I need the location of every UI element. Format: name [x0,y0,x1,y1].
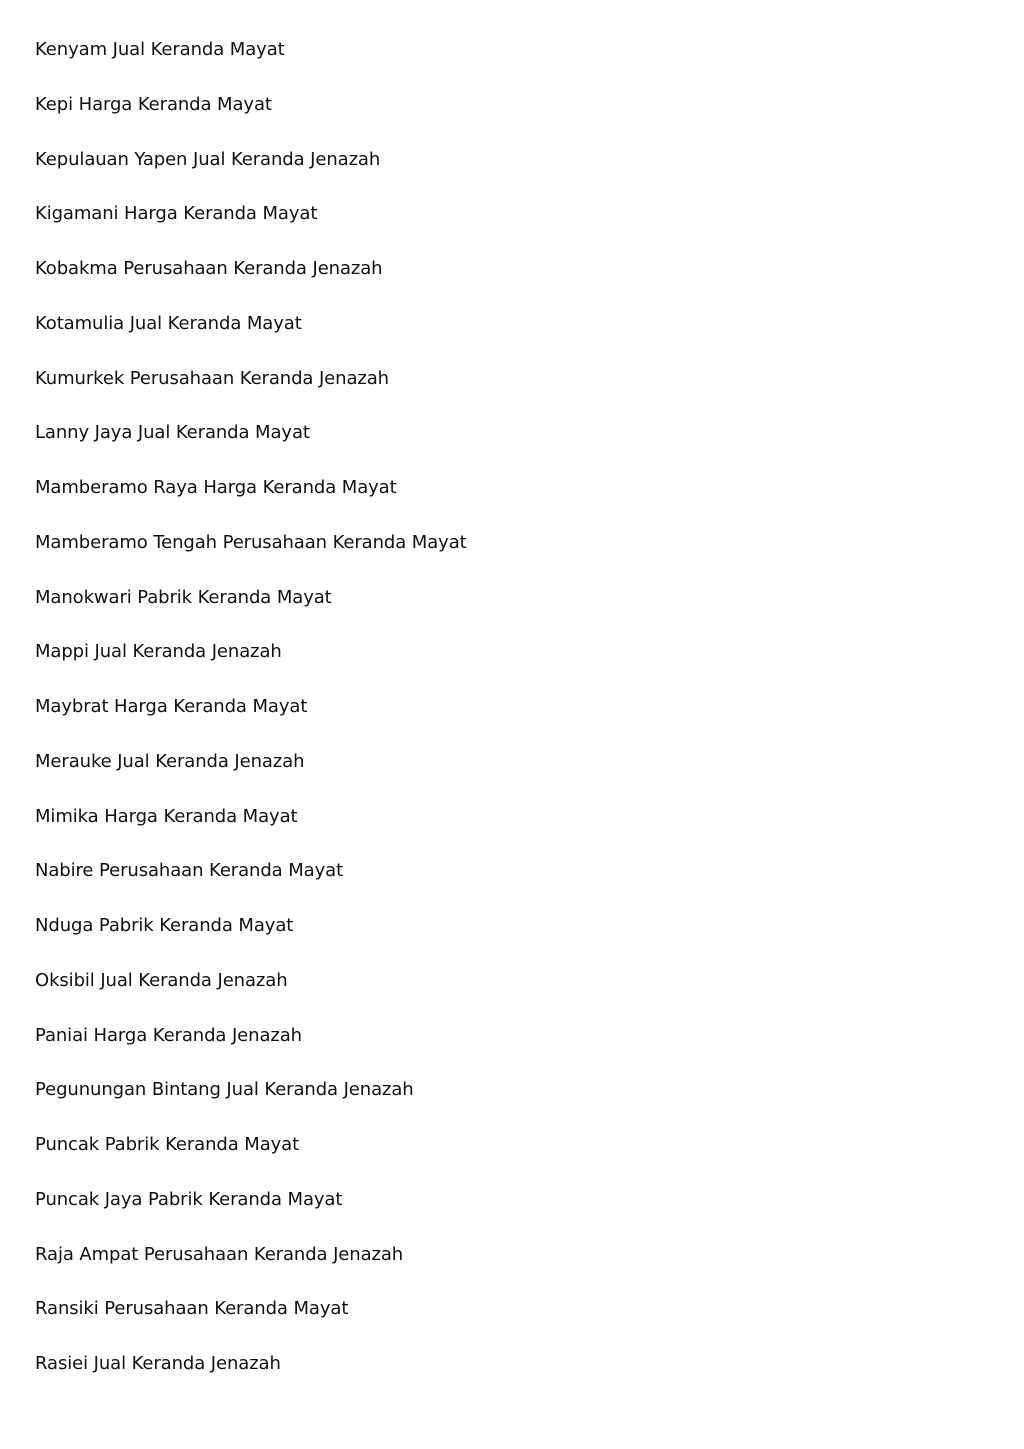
list-item: Lanny Jaya Jual Keranda Mayat [35,422,310,444]
list-item: Paniai Harga Keranda Jenazah [35,1024,302,1046]
list-item: Rasiei Jual Keranda Jenazah [35,1353,281,1374]
list-item: Raja Ampat Perusahaan Keranda Jenazah [35,1243,404,1265]
list-item: Puncak Jaya Pabrik Keranda Mayat [35,1188,343,1210]
list-item: Merauke Jual Keranda Jenazah [35,750,305,772]
list-item: Nduga Pabrik Keranda Mayat [35,915,294,936]
list-item: Kepi Harga Keranda Mayat [35,93,272,115]
list-item: Oksibil Jual Keranda Jenazah [35,969,288,991]
list-item: Kigamani Harga Keranda Mayat [35,203,318,225]
list-item: Kobakma Perusahaan Keranda Jenazah [35,258,383,279]
list-item: Mappi Jual Keranda Jenazah [35,641,282,663]
list-item: Kepulauan Yapen Jual Keranda Jenazah [35,148,381,170]
location-list [35,36,467,1405]
list-item: Maybrat Harga Keranda Mayat [35,696,308,717]
list-item: Kotamulia Jual Keranda Mayat [35,312,302,334]
list-item: Mamberamo Tengah Perusahaan Keranda Mayat [35,531,467,553]
list-item: Ransiki Perusahaan Keranda Mayat [35,1298,349,1320]
list-item: Manokwari Pabrik Keranda Mayat [35,586,332,608]
list-item: Puncak Pabrik Keranda Mayat [35,1134,300,1155]
list-item: Kumurkek Perusahaan Keranda Jenazah [35,367,389,389]
list-item: Mimika Harga Keranda Mayat [35,805,298,827]
list-item: Kenyam Jual Keranda Mayat [35,39,285,60]
list-item: Pegunungan Bintang Jual Keranda Jenazah [35,1079,414,1101]
list-item: Mamberamo Raya Harga Keranda Mayat [35,477,397,498]
list-item: Nabire Perusahaan Keranda Mayat [35,860,344,882]
